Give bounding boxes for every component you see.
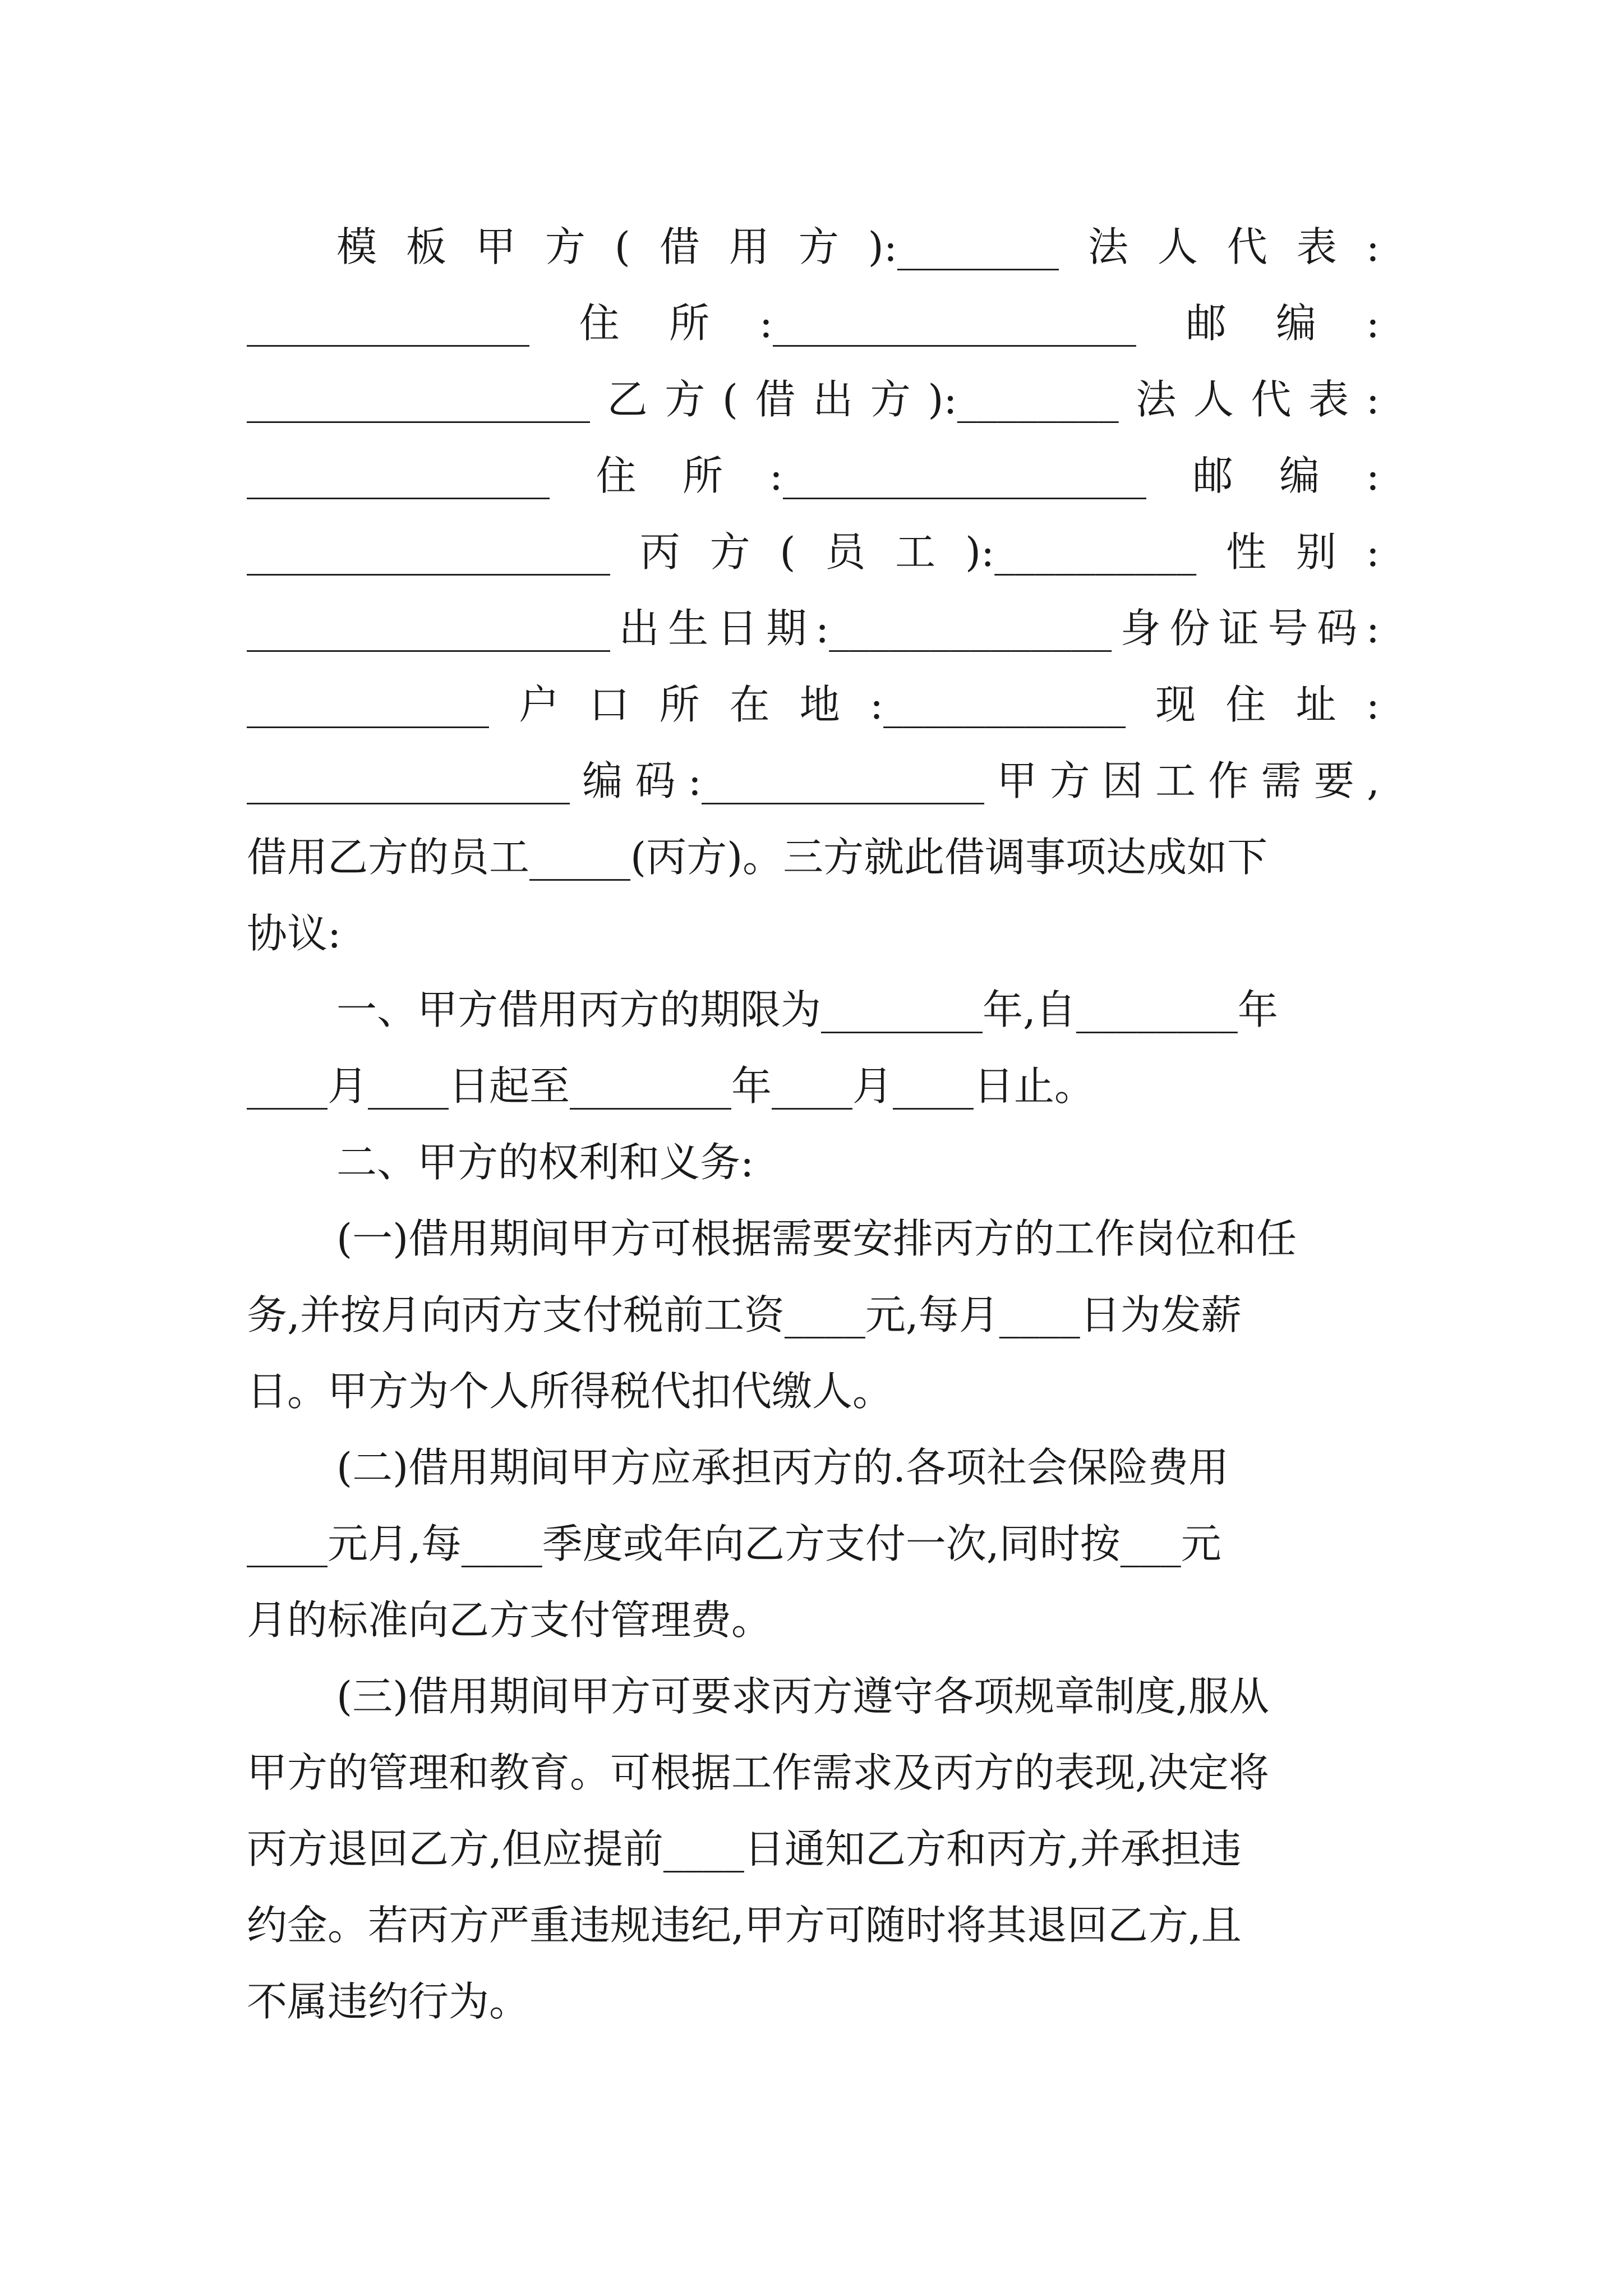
section-heading: 二、甲方的权利和义务:: [336, 1139, 754, 1186]
text-line: 约金。若丙方严重违规违纪,甲方可随时将其退回乙方,且: [247, 1902, 1242, 1949]
text-line: (二)借用期间甲方应承担丙方的.各项社会保险费用: [336, 1444, 1229, 1491]
text-line: __________________丙方(员工):__________性别:: [247, 528, 1380, 576]
text-line: 月的标准向乙方支付管理费。: [247, 1596, 772, 1644]
text-line: ______________住所:__________________邮编:: [247, 300, 1380, 347]
text-line: (一)借用期间甲方可根据需要安排丙方的工作岗位和任: [336, 1215, 1297, 1262]
text-line: ________________编码:______________甲方因工作需要,: [247, 757, 1380, 804]
text-line: ____元月,每____季度或年向乙方支付一次,同时按___元: [247, 1520, 1221, 1567]
text-line: 甲方的管理和教育。可根据工作需求及丙方的表现,决定将: [247, 1749, 1269, 1796]
text-line: _______________住所:__________________邮编:: [247, 452, 1380, 499]
text-line: __________________出生日期:______________身份证号码:: [247, 605, 1380, 652]
text-line: 协议:: [247, 910, 342, 957]
text-line: 不属违约行为。: [247, 1978, 530, 2025]
text-line: 务,并按月向丙方支付税前工资____元,每月____日为发薪: [247, 1291, 1242, 1338]
text-line: ____月____日起至________年____月____日止。: [247, 1062, 1095, 1110]
text-line: ____________户口所在地:____________现住址:: [247, 681, 1380, 728]
text-line: 模板甲方(借用方):________法人代表:: [336, 223, 1380, 270]
text-line: (三)借用期间甲方可要求丙方遵守各项规章制度,服从: [336, 1673, 1270, 1720]
text-line: 丙方退回乙方,但应提前____日通知乙方和丙方,并承担违: [247, 1825, 1242, 1872]
text-line: 一、甲方借用丙方的期限为________年,自________年: [336, 986, 1278, 1033]
text-line: _________________乙方(借出方):________法人代表:: [247, 376, 1380, 423]
text-line: 日。甲方为个人所得税代扣代缴人。: [247, 1368, 893, 1415]
text-line: 借用乙方的员工_____(丙方)。三方就此借调事项达成如下: [247, 834, 1268, 881]
